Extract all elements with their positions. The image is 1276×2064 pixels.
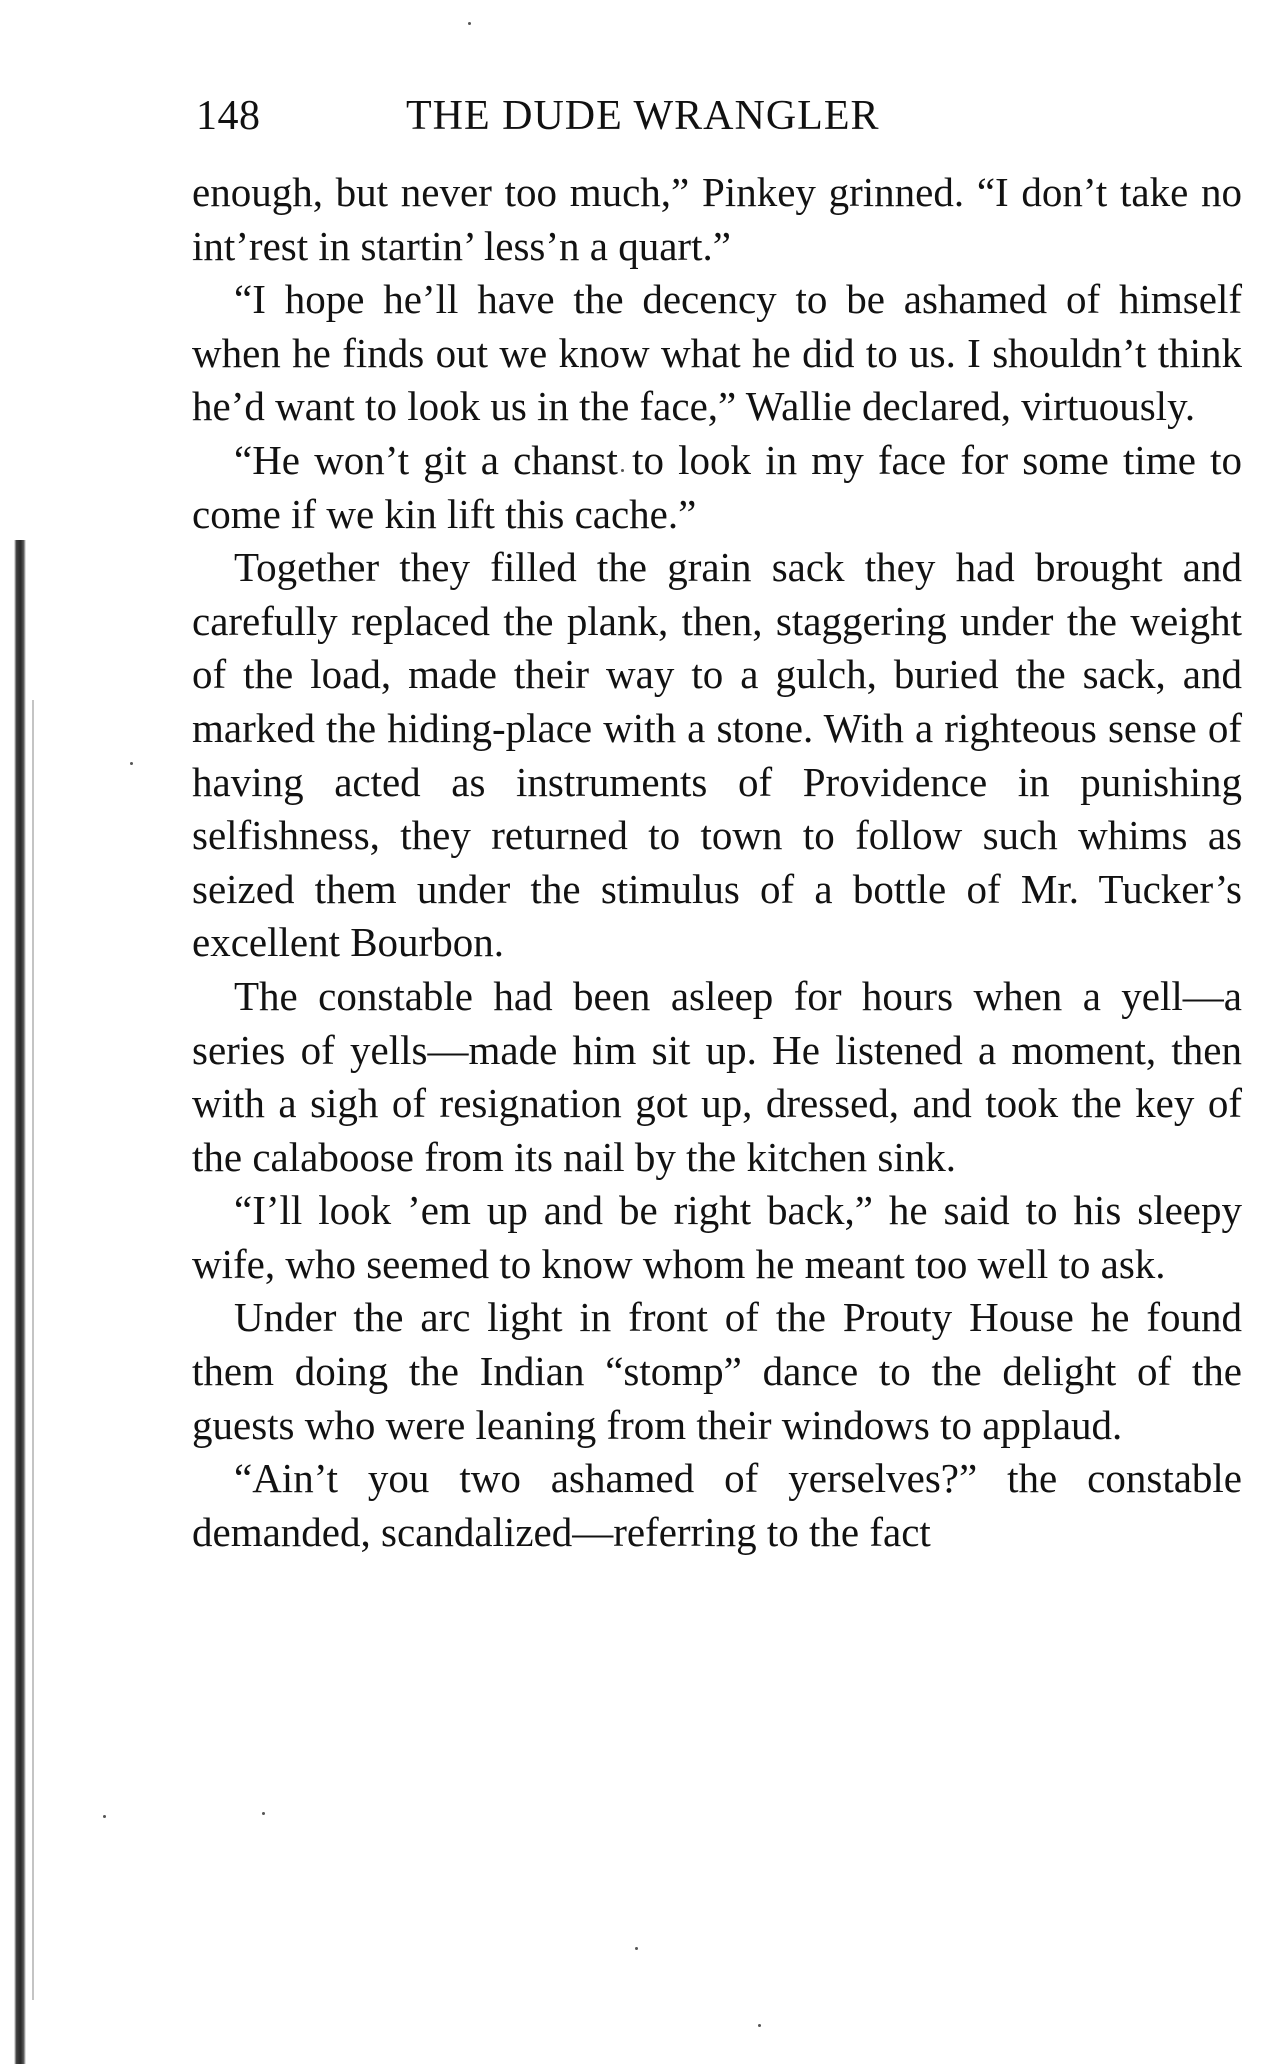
paragraph: “I’ll look ’em up and be right back,” he said to his sleepy wife, who seemed to know whom he meant too well to ask. [192, 1187, 1242, 1287]
paragraph: Together they filled the grain sack they had brought and carefully replaced the plank, then, staggering under the weight of the load, made their way to a gulch, buried the sack, and marked the hiding-place with a stone. With a righteous sense of having acted as instruments of Providence in punishing selfishness, they returned to town to follow such whims as seized them under the stimulus of a bottle of Mr. Tucker’s excellent Bourbon. [192, 544, 1242, 966]
paragraph: “Ain’t you two ashamed of yerselves?” the constable demanded, scandalized—referring to the fact [192, 1455, 1242, 1555]
paragraph: “I hope he’ll have the decency to be ashamed of himself when he finds out we know what he did to us. I shouldn’t think he’d want to look us in the face,” Wallie declared, virtuously. [192, 276, 1242, 430]
binding-line [32, 700, 34, 2000]
paragraph: Under the arc light in front of the Prouty House he found them doing the Indian “stomp” dance to the delight of the guests who were leaning from their windows to applaud. [192, 1294, 1242, 1448]
running-title: THE DUDE WRANGLER [406, 93, 880, 139]
paper-speck [635, 1947, 638, 1950]
body-text [192, 166, 1242, 1559]
paper-speck [758, 2024, 761, 2027]
paper-speck [468, 22, 471, 25]
paragraph: The constable had been asleep for hours when a yell—a series of yells—made him sit up. He listened a moment, then with a sigh of resignation got up, dressed, and took the key of the calaboose from its nail by the kitchen sink. [192, 972, 1242, 1180]
page-header [196, 92, 1246, 142]
binding-shadow [14, 540, 26, 2064]
paragraph: enough, but never too much,” Pinkey grinned. “I don’t take no int’rest in startin’ less’n a quart.” [192, 169, 1242, 269]
paper-speck [103, 1815, 106, 1818]
paper-speck [130, 762, 133, 765]
page-number: 148 [196, 93, 261, 139]
paper-speck [262, 1812, 265, 1815]
paragraph: “He won’t git a chanst to look in my face for some time to come if we kin lift this cache.” [192, 436, 1242, 537]
